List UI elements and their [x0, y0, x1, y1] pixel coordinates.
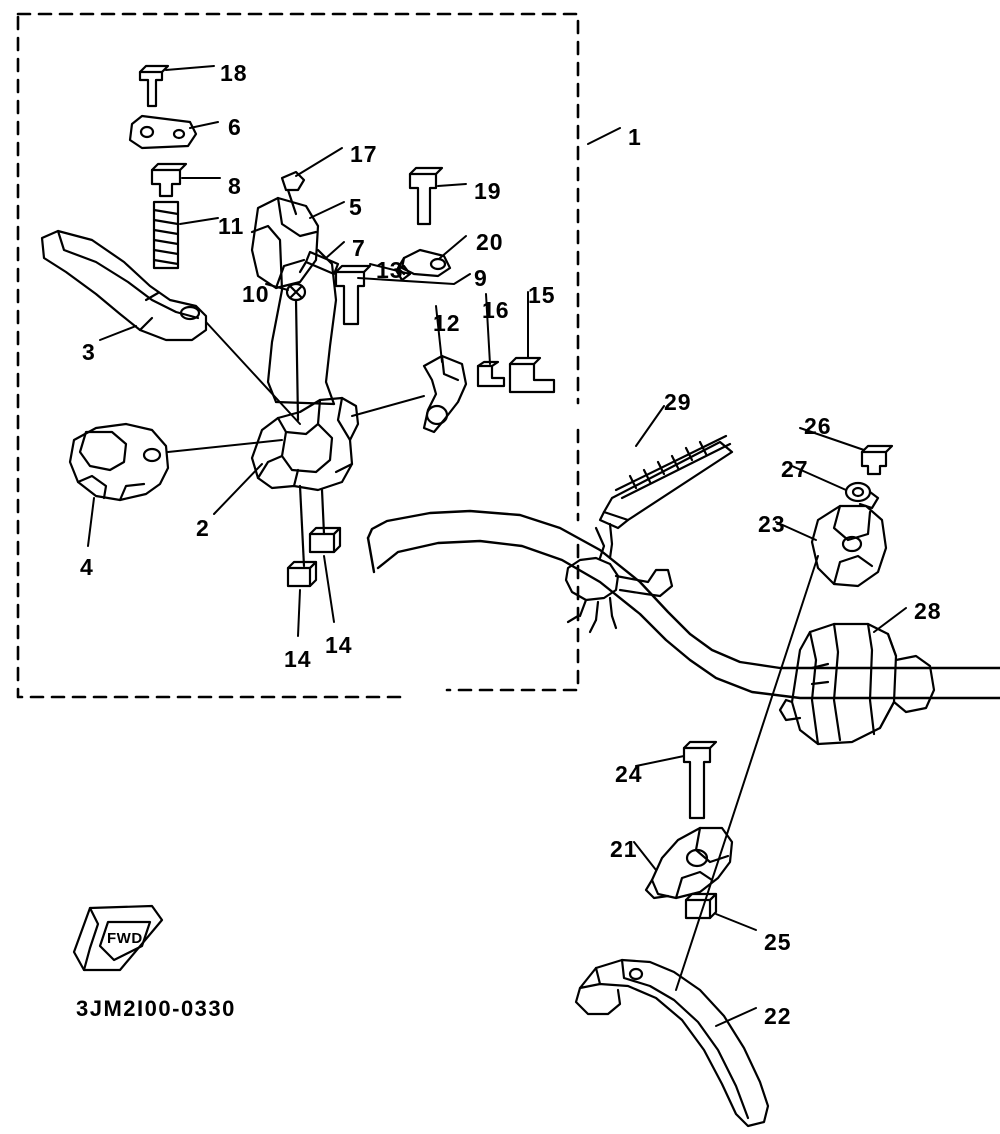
- callout-23: 23: [758, 511, 786, 537]
- callout-17: 17: [350, 141, 378, 167]
- callout-2: 2: [196, 515, 210, 541]
- part-11-spring: [154, 202, 178, 268]
- callout-24: 24: [615, 761, 643, 787]
- callout-9: 9: [474, 265, 488, 291]
- callout-22: 22: [764, 1003, 792, 1029]
- part-8-bolt: [152, 164, 186, 196]
- part-3-lever: [42, 231, 206, 340]
- part-26-bolt: [862, 446, 892, 474]
- callout-18: 18: [220, 60, 248, 86]
- fwd-label: FWD: [107, 930, 143, 947]
- part-14-stud: [300, 486, 304, 566]
- part-4-holder: [70, 424, 168, 500]
- part-19-bolt: [410, 168, 442, 224]
- part-27-washer: [846, 483, 878, 508]
- handlebar: [368, 511, 1000, 698]
- part-15-bolt: [510, 358, 554, 392]
- part-12-clamp: [424, 356, 466, 432]
- callout-4: 4: [80, 554, 94, 580]
- part-21-lever-holder: [646, 828, 732, 898]
- callout-3: 3: [82, 339, 96, 365]
- part-29-band: [600, 436, 732, 528]
- callout-8: 8: [228, 173, 242, 199]
- part-2-master-cylinder: [252, 398, 358, 490]
- callout-27: 27: [781, 456, 809, 482]
- part-17-screw: [282, 172, 304, 214]
- callout-6: 6: [228, 114, 242, 140]
- callout-13: 13: [376, 257, 404, 283]
- part-9-bolt: [336, 266, 370, 324]
- callout-16: 16: [482, 297, 510, 323]
- part-28-switch-housing: [780, 624, 934, 744]
- callout-29: 29: [664, 389, 692, 415]
- part-16-screw: [478, 362, 504, 386]
- callout-11: 11: [218, 213, 245, 239]
- part-14-nut-lower: [288, 562, 316, 586]
- part-5-bracket: [252, 198, 318, 288]
- callout-26: 26: [804, 413, 832, 439]
- callout-5: 5: [349, 194, 363, 220]
- callout-19: 19: [474, 178, 502, 204]
- part-22-brake-lever: [576, 960, 768, 1126]
- callout-21: 21: [610, 836, 638, 862]
- callout-12: 12: [433, 310, 461, 336]
- callout-15: 15: [528, 282, 556, 308]
- callout-25: 25: [764, 929, 792, 955]
- part-23-bracket: [812, 506, 886, 586]
- part-24-bolt: [684, 742, 716, 818]
- part-6-plate: [130, 116, 196, 148]
- part-18-screw: [140, 66, 168, 106]
- part-14-nut-upper: [310, 528, 340, 552]
- callout-1: 1: [628, 124, 642, 150]
- diagram-part-number: 3JM2I00-0330: [76, 996, 236, 1021]
- callout-20: 20: [476, 229, 504, 255]
- master-cylinder-body: [252, 226, 336, 404]
- callout-14b: 14: [325, 632, 353, 658]
- callout-7: 7: [352, 235, 366, 261]
- callout-28: 28: [914, 598, 942, 624]
- callout-10: 10: [242, 281, 270, 307]
- callout-14: 14: [284, 646, 312, 672]
- leader-lines: [88, 66, 906, 1029]
- part-10-pin: [287, 284, 305, 420]
